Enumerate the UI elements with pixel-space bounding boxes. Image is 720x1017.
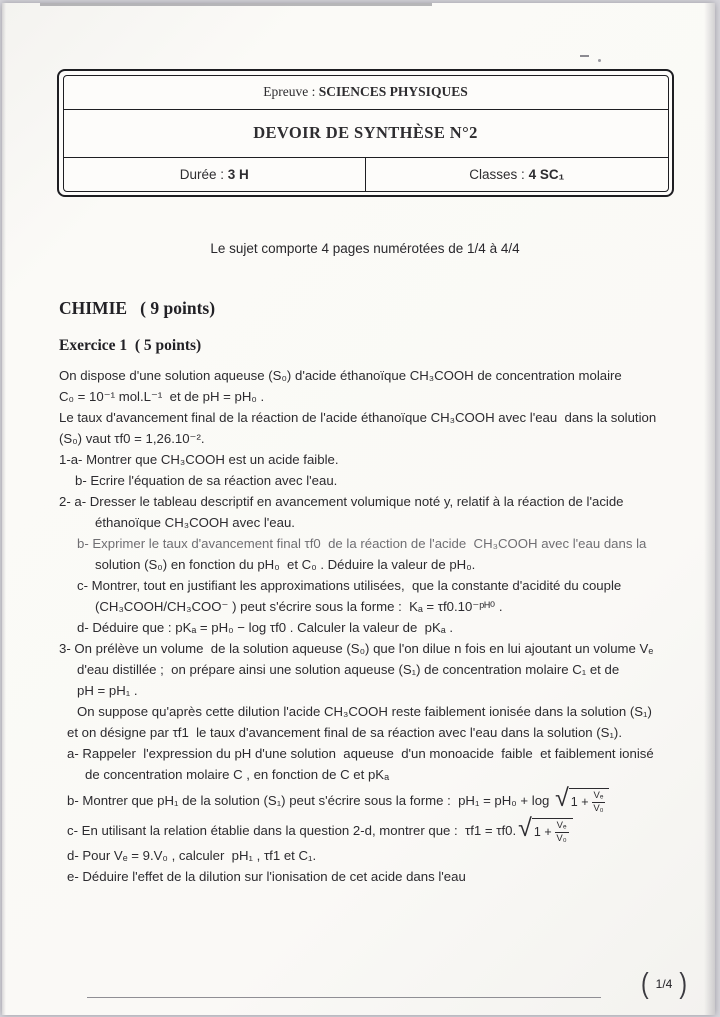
page-number — [641, 972, 687, 995]
bracket-right-icon — [679, 969, 687, 998]
body-line: c- En utilisant la relation établie dans la question 2-d, montrer que : τf1 = τf0. √ 1 + $\frac{\text{Vₑ}}{\text{V₀}}$ — [59, 815, 691, 845]
exam-header-box — [57, 69, 674, 197]
body-line: c- Montrer, tout en justifiant les approximations utilisées, que la constante d'acidité du couple — [77, 578, 622, 593]
body-line: b- Montrer que pH₁ de la solution (S₁) peut s'écrire sous la forme : pH₁ = pH₀ + log √ 1 + $\frac{\text{Vₑ}}{\text{V₀}}$ — [59, 785, 691, 815]
body-line: b- Exprimer le taux d'avancement final τf0 de la réaction de l'acide CH₃COOH avec l'eau dans la — [77, 536, 647, 551]
epreuve-label: Epreuve : — [263, 84, 319, 99]
classes-label: Classes : — [469, 166, 529, 182]
classes-value: 4 SC₁ — [528, 166, 565, 182]
exercise-body — [59, 365, 691, 887]
duree-label: Durée : — [179, 166, 228, 182]
body-line: pH = pH₁ . — [77, 683, 138, 698]
sqrt-formula: √ 1 + $\frac{\text{Vₑ}}{\text{V₀}}$ — [518, 817, 572, 843]
body-line: 1-a- Montrer que CH₃COOH est un acide faible. — [59, 452, 339, 467]
body-line: éthanoïque CH₃COOH avec l'eau. — [95, 515, 295, 530]
body-line: b- Ecrire l'équation de sa réaction avec l'eau. — [75, 473, 338, 488]
body-line: 2- a- Dresser le tableau descriptif en avancement volumique noté y, relatif à la réaction de l'acide — [59, 494, 624, 509]
pages-notice: Le sujet comporte 4 pages numérotées de 1/4 à 4/4 — [210, 241, 520, 256]
page-content — [2, 3, 715, 1015]
body-line: a- Rappeler l'expression du pH d'une solution aqueuse d'un monoacide faible et faiblement ionisé — [67, 746, 654, 761]
epreuve-row — [64, 76, 668, 110]
body-line: d'eau distillée ; on prépare ainsi une solution aqueuse (S₁) de concentration molaire C₁ et de — [77, 662, 620, 677]
bracket-left-icon — [641, 969, 649, 998]
scanned-exam-page — [2, 3, 715, 1015]
sqrt-formula: √ 1 + $\frac{\text{Vₑ}}{\text{V₀}}$ — [555, 787, 609, 813]
duree-value: 3 H — [227, 166, 249, 182]
body-line: Le taux d'avancement final de la réaction de l'acide éthanoïque CH₃COOH avec l'eau dans la solution — [59, 410, 657, 425]
exam-header-table — [63, 75, 669, 192]
exam-title: DEVOIR DE SYNTHÈSE N°2 — [64, 110, 668, 158]
epreuve-value: SCIENCES PHYSIQUES — [318, 84, 468, 99]
body-line: 3- On prélève un volume de la solution aqueuse (S₀) que l'on dilue n fois en lui ajoutant un volume Vₑ — [59, 641, 654, 656]
body-line: C₀ = 10⁻¹ mol.L⁻¹ et de pH = pH₀ . — [59, 389, 265, 404]
body-line: (CH₃COOH/CH₃COO⁻ ) peut s'écrire sous la forme : Kₐ = τf0.10⁻ᵖᴴ⁰ . — [95, 599, 503, 614]
body-line: d- Déduire que : pKₐ = pH₀ − log τf0 . Calculer la valeur de pKₐ . — [77, 620, 454, 635]
body-line: solution (S₀) en fonction du pH₀ et C₀ . Déduire la valeur de pH₀. — [95, 557, 476, 572]
body-line: et on désigne par τf1 le taux d'avancement final de sa réaction avec l'eau dans la solution (S₁). — [67, 725, 622, 740]
classes-cell — [365, 158, 668, 191]
footer-rule — [87, 997, 601, 998]
exercice-1-heading: Exercice 1 ( 5 points) — [59, 337, 202, 354]
body-line: d- Pour Vₑ = 9.V₀ , calculer pH₁ , τf1 et C₁. — [67, 848, 317, 863]
body-line: On dispose d'une solution aqueuse (S₀) d'acide éthanoïque CH₃COOH de concentration molaire — [59, 368, 622, 383]
body-line: e- Déduire l'effet de la dilution sur l'ionisation de cet acide dans l'eau — [67, 869, 466, 884]
section-chimie-heading: CHIMIE ( 9 points) — [59, 298, 216, 318]
page-number-text: 1/4 — [655, 976, 673, 991]
body-line: On suppose qu'après cette dilution l'acide CH₃COOH reste faiblement ionisée dans la solution (S₁) — [77, 704, 652, 719]
duree-cell — [64, 158, 366, 191]
body-line: de concentration molaire C , en fonction de C et pKₐ — [85, 767, 389, 782]
duration-class-row — [64, 158, 668, 191]
body-line: (S₀) vaut τf0 = 1,26.10⁻². — [59, 431, 205, 446]
